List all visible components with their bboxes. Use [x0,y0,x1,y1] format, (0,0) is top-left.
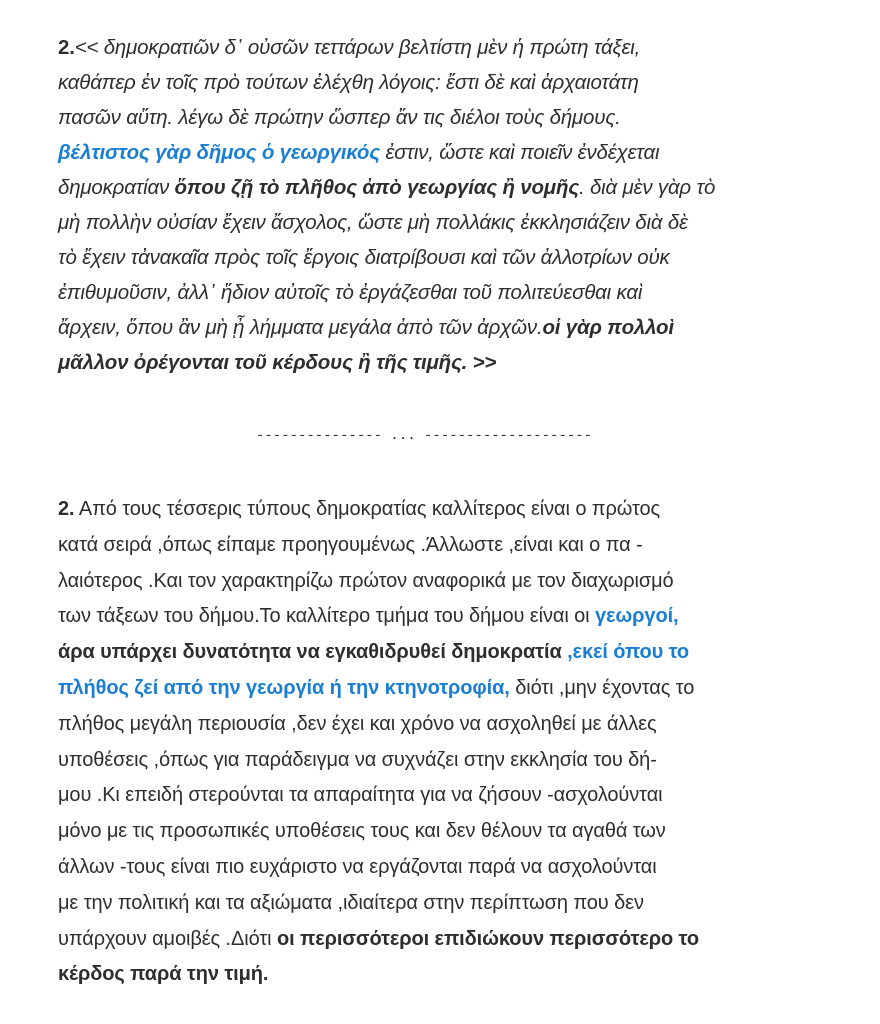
ancient-line [58,100,848,135]
highlighted-text-run: βέλτιστος γὰρ δῆμος ὁ γεωργικός [58,141,380,164]
modern-line [58,850,699,886]
modern-line [58,671,699,707]
modern-line [58,743,699,779]
highlighted-text-run: πλήθος ζεί από την γεωργία ή την κτηνοτροφία, [58,676,510,699]
document-page [58,30,848,986]
text-run: ἄρχειν, ὅπου ἂν μὴ ᾖ λήμματα μεγάλα ἀπὸ τῶν ἀρχῶν. [58,316,543,339]
ancient-line [58,30,848,65]
bold-text-run: μᾶλλον ὀρέγονται τοῦ κέρδους ἢ τῆς τιμῆς. >> [58,351,497,374]
highlighted-text-run: ,εκεί όπου το [567,641,690,664]
text-run: δημοκρατίαν [58,176,175,199]
text-run: << δημοκρατιῶν δ᾽ οὐσῶν τεττάρων βελτίστη μὲν ἡ πρώτη τάξει, [74,36,641,59]
ancient-line [58,275,848,310]
text-run: υποθέσεις ,όπως για παράδειγμα να συχνάζει στην εκκλησία του δή- [58,748,657,771]
bold-text-run: 2. [58,498,75,520]
modern-line [58,886,699,922]
text-run: ἐστιν, ὥστε καὶ ποιεῖν ἐνδέχεται [379,141,660,164]
text-run: πασῶν αὕτη. λέγω δὲ πρώτην ὥσπερ ἄν τις διέλοι τοὺς δήμους. [58,106,621,129]
text-run: άλλων -τους είναι πιο ευχάριστο να εργάζονται παρά να ασχολούνται [58,855,657,878]
modern-line [58,707,699,743]
text-run: μὴ πολλὴν οὐσίαν ἔχειν ἄσχολος, ὥστε μὴ πολλάκις ἐκκλησιάζειν διὰ δὲ [58,211,688,234]
modern-line [58,528,699,564]
bold-text-run: ὅπου ζῇ τὸ πλῆθος ἀπὸ γεωργίας ἢ νομῆς [174,176,579,199]
section-separator: --------------- ... -------------------- [256,428,593,444]
ancient-line [58,135,848,170]
highlighted-text-run: γεωργοί, [594,605,679,628]
modern-line [58,599,699,635]
bold-text-run: άρα υπάρχει δυνατότητα να εγκαθιδρυθεί δημοκρατία [58,641,568,664]
ancient-greek-passage [58,30,848,380]
ancient-line [58,65,848,100]
section-number: 2. [58,36,75,59]
ancient-line [58,240,848,275]
ancient-line [58,205,848,240]
text-run: . διὰ μὲν γὰρ τὸ [578,176,716,199]
text-run: τὸ ἔχειν τἀνακαῖα πρὸς τοῖς ἔργοις διατρίβουσι καὶ τῶν ἀλλοτρίων οὐκ [58,246,670,269]
modern-line [58,922,699,958]
text-run: διότι ,μην έχοντας το [509,676,695,699]
text-run: κατά σειρά ,όπως είπαμε προηγουμένως .Άλλωστε ,είναι και ο πα - [58,533,643,556]
text-run: καθάπερ ἐν τοῖς πρὸ τούτων ἐλέχθη λόγοις: ἔστι δὲ καὶ ἀρχαιοτάτη [58,71,639,94]
text-run: υπάρχουν αμοιβές .Διότι [58,927,277,950]
modern-greek-translation [58,492,699,993]
modern-line [58,957,699,993]
ancient-line [58,310,848,345]
text-run: ἐπιθυμοῦσιν, ἀλλ᾽ ἥδιον αὐτοῖς τὸ ἐργάζεσθαι τοῦ πολιτεύεσθαι καὶ [58,281,643,304]
text-run: μου .Κι επειδή στερούνται τα απαραίτητα για να ζήσουν -ασχολούνται [58,784,663,807]
text-run: των τάξεων του δήμου.Το καλλίτερο τμήμα του δήμου είναι οι [58,605,595,628]
ancient-line [58,170,848,205]
modern-line [58,778,699,814]
text-run: Από τους τέσσερις τύπους δημοκρατίας καλλίτερος είναι ο πρώτος [74,498,661,520]
text-run: λαιότερος .Και τον χαρακτηρίζω πρώτον αναφορικά με τον διαχωρισμό [58,569,674,592]
bold-text-run: οι περισσότεροι επιδιώκουν περισσότερο το [276,927,699,950]
modern-line [58,564,699,600]
text-run: με την πολιτική και τα αξιώματα ,ιδιαίτερα στην περίπτωση που δεν [58,891,644,914]
modern-line [58,635,699,671]
modern-line [58,814,699,850]
modern-line [58,492,699,528]
bold-text-run: οἱ γὰρ πολλοὶ [542,316,674,339]
ancient-line [58,345,848,380]
text-run: μόνο με τις προσωπικές υποθέσεις τους και δεν θέλουν τα αγαθά των [58,820,666,843]
text-run: πλήθος μεγάλη περιουσία ,δεν έχει και χρόνο να ασχοληθεί με άλλες [58,712,657,735]
bold-text-run: κέρδος παρά την τιμή. [58,963,269,986]
